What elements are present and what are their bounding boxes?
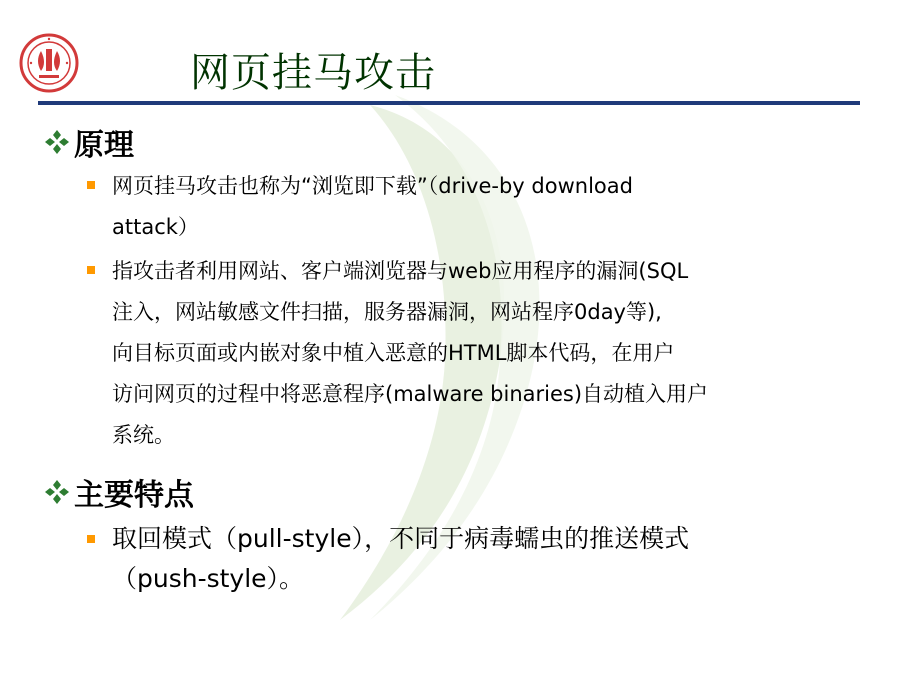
section-heading-principle [42,120,134,164]
bullet-line: 访问网页的过程中将恶意程序(malware binaries)自动植入用户 [112,382,709,406]
bullet-line: 向目标页面或内嵌对象中植入恶意的HTML脚本代码，在用户 [112,341,675,365]
slide-title: 网页挂马攻击 [190,50,436,96]
diamond-bullet-icon [42,127,72,157]
square-bullet-icon [87,266,95,274]
university-seal-icon [19,33,79,93]
bullet-line: 网页挂马攻击也称为“浏览即下载”（drive-by download [112,174,633,198]
section-heading-text: 主要特点 [74,478,194,513]
bullet-item [112,251,708,456]
bullet-item [112,519,689,599]
square-bullet-icon [87,181,95,189]
bullet-line: 取回模式（pull-style），不同于病毒蠕虫的推送模式 [112,524,690,553]
bullet-item [112,166,633,248]
bullet-line: 注入，网站敏感文件扫描，服务器漏洞，网站程序0day等), [112,300,662,324]
bullet-line: 指攻击者利用网站、客户端浏览器与web应用程序的漏洞(SQL [112,259,689,283]
square-bullet-icon [87,535,95,543]
title-divider [38,101,860,105]
bullet-line: attack） [112,215,199,239]
diamond-bullet-icon [42,477,72,507]
bullet-line: （push-style）。 [112,564,305,593]
section-heading-features [42,470,194,514]
section-heading-text: 原理 [74,128,134,163]
bullet-line: 系统。 [112,423,175,447]
